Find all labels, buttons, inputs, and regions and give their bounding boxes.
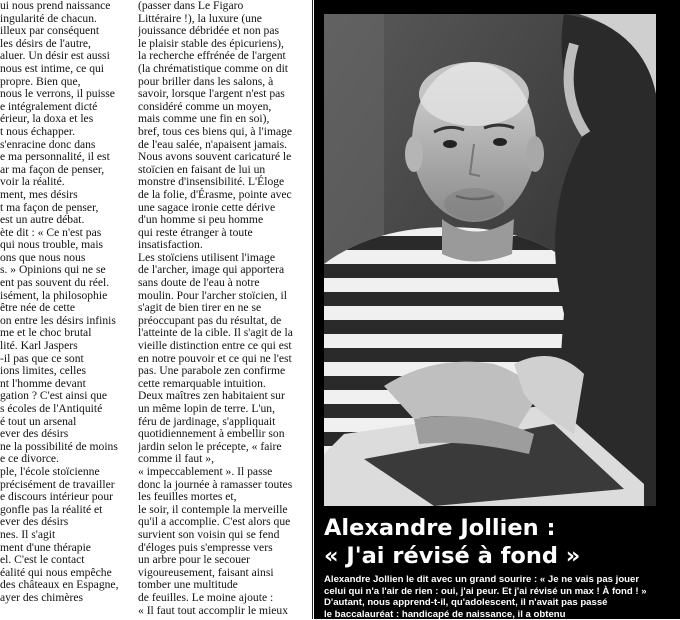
text-line: des châteaux en Espagne, — [0, 578, 119, 592]
text-line: vieille distinction entre ce qui est — [138, 339, 292, 353]
text-line: être née de cette — [0, 301, 75, 315]
text-line: jouissance débridée et non pas — [138, 24, 280, 38]
text-line: e discours intérieur pour — [0, 490, 114, 504]
text-line: de feuilles. Le moine ajoute : — [138, 590, 274, 604]
text-line: les désirs de l'autre, — [0, 36, 91, 50]
text-line: propre. Bien que, — [0, 74, 81, 88]
text-line: Les stoïciens utilisent l'image — [138, 250, 276, 264]
text-line: s'agit de bien tirer en ne se — [138, 301, 262, 315]
text-line: ingularité de chacun. — [0, 11, 97, 25]
text-line: ar ma façon de penser, — [0, 162, 105, 176]
text-line: moulin. Pour l'archer stoïcien, il — [138, 288, 287, 302]
text-line: une sagace ironie cette dérive — [138, 200, 276, 214]
text-line: monstre d'insensibilité. L'Éloge — [138, 175, 285, 189]
text-line: survient son voisin qui se fend — [138, 527, 280, 541]
lead-line: le baccalauréat : handicapé de naissance, il a obtenu — [324, 608, 566, 620]
text-line: Nous avons souvent caricaturé le — [138, 150, 292, 164]
text-line: Littéraire !), la luxure (une — [138, 11, 262, 25]
text-line: nt l'homme devant — [0, 376, 86, 390]
text-line: qui reste étranger à toute — [138, 225, 253, 239]
text-line: les feuilles mortes et, — [138, 490, 237, 504]
text-line: e ce divorce. — [0, 452, 59, 466]
text-line: -il pas que ce sont — [0, 351, 84, 365]
text-line: érieur, la doxa et les — [0, 112, 94, 126]
text-line: de l'eau salée, n'apaisent jamais. — [138, 137, 288, 151]
text-line: ne la possibilité de moins — [0, 439, 118, 453]
text-line: nous le verrons, il puisse — [0, 87, 115, 101]
text-line: préoccupant pas du résultat, de — [138, 313, 282, 327]
text-line: s écoles de l'Antiquité — [0, 402, 103, 415]
text-line: donc la journée à ramasser toutes — [138, 477, 293, 491]
lead-line: D'autant, nous apprend-t-il, qu'adolescent, il n'avait pas passé — [324, 597, 608, 609]
article-column-left — [0, 0, 132, 605]
text-line: précisément de travailler — [0, 477, 115, 491]
text-line: Deux maîtres zen habitaient sur — [138, 389, 285, 403]
photo — [324, 14, 656, 506]
text-line: éalité qui nous empêche — [0, 565, 112, 579]
lead-line: Alexandre Jollien le dit avec un grand sourire : « Je ne vais pas jouer — [324, 574, 640, 585]
text-line: d'un homme si peu homme — [138, 213, 264, 227]
text-line: illeux par conséquent — [0, 24, 100, 38]
text-line: ment, mes désirs — [0, 187, 78, 201]
text-line: jardin selon le précepte, « faire — [138, 439, 282, 453]
text-line: le plaisir stable des épicuriens), — [138, 36, 284, 50]
text-line: vigoureusement, faisant ainsi — [138, 565, 274, 579]
text-line: ent pas souvent du réel. — [0, 276, 110, 290]
text-line: pour briller dans les salons, à — [138, 74, 274, 88]
text-line: ions limites, celles — [0, 364, 86, 378]
text-line: considéré comme un moyen, — [138, 99, 272, 113]
text-line: ayer des chimères — [0, 590, 84, 604]
text-line: e intégralement dicté — [0, 99, 98, 113]
text-line: isément, la philosophie — [0, 288, 108, 302]
text-line: quotidiennement à embellir son — [138, 427, 285, 441]
article-lead — [324, 574, 676, 620]
text-line: bref, tous ces biens qui, à l'image — [138, 124, 293, 138]
photo-illustration — [324, 14, 656, 506]
column-divider — [312, 0, 313, 619]
text-line: de la folie, d'Érasme, pointe avec — [138, 187, 292, 201]
text-line: qu'il a accomplie. C'est alors que — [138, 515, 291, 529]
lead-line: celui qui n'a l'air de rien : oui, j'ai peur. Et j'ai révisé un max ! À fond ! » — [324, 585, 647, 597]
text-line: un même lopin de terre. L'un, — [138, 402, 275, 415]
text-line: gonfle pas la réalité et — [0, 502, 103, 516]
text-line: d'éloges puis s'empresse vers — [138, 540, 273, 554]
text-line: el. C'est le contact — [0, 553, 85, 567]
text-line: l'atteinte de la cible. Il s'agit de la — [138, 326, 293, 340]
headline-line-2: « J'ai révisé à fond » — [324, 543, 581, 569]
headline-line-1: Alexandre Jollien : — [324, 515, 556, 541]
text-line: « Il faut tout accomplir le mieux — [138, 603, 289, 617]
text-line: ment d'une thérapie — [0, 540, 91, 554]
text-line: comme il faut », — [138, 452, 214, 466]
text-line: (passer dans Le Figaro — [138, 0, 244, 12]
text-line: aluer. Un désir est aussi — [0, 49, 110, 63]
text-line: nous est intime, ce qui — [0, 61, 105, 75]
text-line: est un autre débat. — [0, 213, 85, 227]
text-line: nes. Il s'agit — [0, 527, 56, 541]
text-line: ever des désirs — [0, 427, 69, 441]
text-line: mais comme une fin en soi), — [138, 112, 270, 126]
text-line: tomber une multitude — [138, 578, 238, 592]
text-line: e ma personnalité, il est — [0, 150, 110, 164]
text-line: ui nous prend naissance — [0, 0, 111, 12]
text-line: é tout un arsenal — [0, 414, 77, 428]
text-line: ète dit : « Ce n'est pas — [0, 225, 102, 239]
article-column-middle — [138, 0, 308, 617]
text-line: un arbre pour le secouer — [138, 553, 251, 567]
text-line: de l'archer, image qui apportera — [138, 263, 285, 277]
text-line: voir la réalité. — [0, 175, 65, 189]
article-headline — [324, 514, 674, 570]
text-line: t ma façon de penser, — [0, 200, 99, 214]
text-line: savoir, lorsque l'argent n'est pas — [138, 87, 285, 101]
text-line: t nous échapper. — [0, 124, 76, 138]
text-line: insatisfaction. — [138, 238, 203, 252]
text-line: gation ? C'est ainsi que — [0, 389, 108, 403]
text-line: cette remarquable intuition. — [138, 376, 266, 390]
text-line: s. » Opinions qui ne se — [0, 263, 106, 277]
text-line: stoïcien en faisant de lui un — [138, 162, 266, 176]
text-line: (la chrématistique comme on dit — [138, 61, 289, 75]
text-line: féru de jardinage, s'appliquait — [138, 414, 276, 428]
text-line: lité. Karl Jaspers — [0, 339, 78, 353]
text-line: s'enracine donc dans — [0, 137, 96, 151]
text-line: on entre les désirs infinis — [0, 313, 116, 327]
text-line: ever des désirs — [0, 515, 69, 529]
text-line: « impeccablement ». Il passe — [138, 464, 273, 478]
text-line: qui nous trouble, mais — [0, 238, 104, 252]
text-line: le soir, il contemple la merveille — [138, 502, 288, 516]
text-line: me et le choc brutal — [0, 326, 92, 340]
text-line: en notre pouvoir et ce qui ne l'est — [138, 351, 292, 365]
text-line: la recherche effrénée de l'argent — [138, 49, 286, 63]
text-line: ons que nous nous — [0, 250, 86, 264]
text-line: pas. Une parabole zen confirme — [138, 364, 286, 378]
text-line: sans doute de l'eau à notre — [138, 276, 260, 290]
text-line: ple, l'école stoïcienne — [0, 464, 100, 478]
